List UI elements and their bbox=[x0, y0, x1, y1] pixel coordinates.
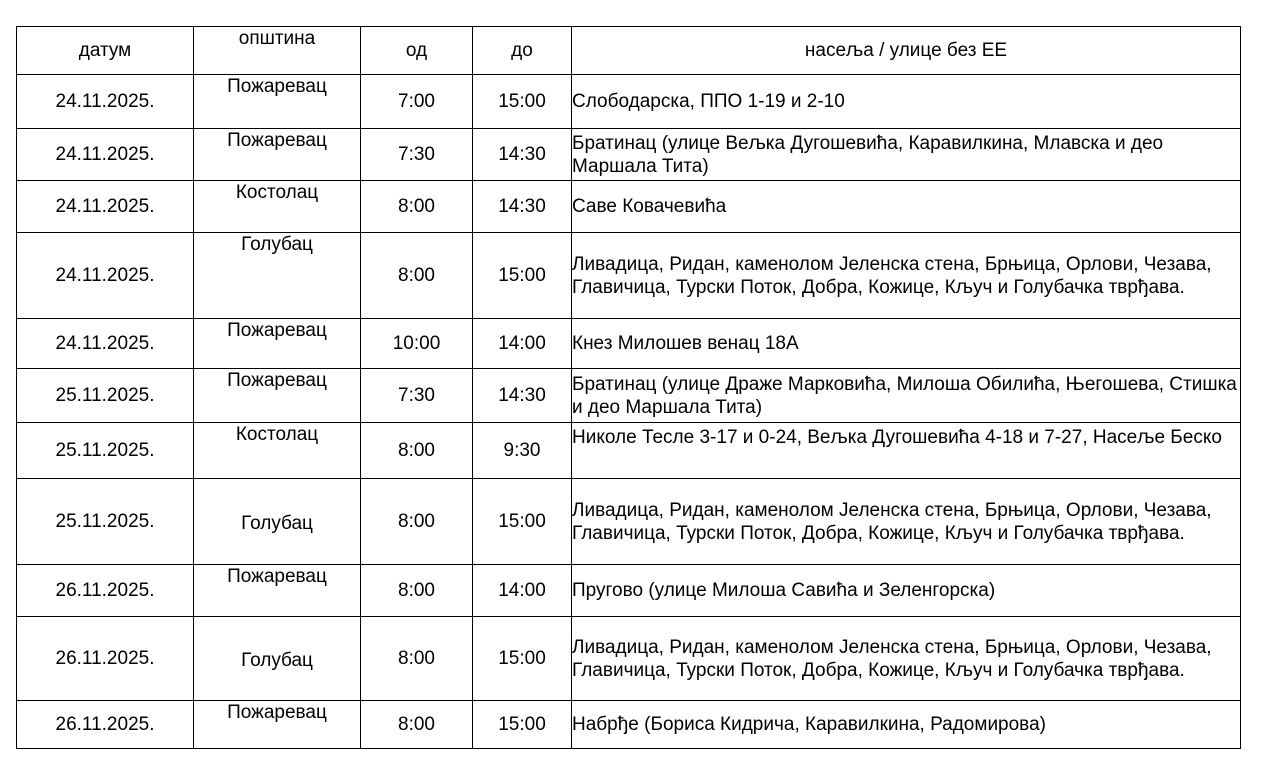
cell-date: 24.11.2025. bbox=[17, 75, 194, 129]
cell-from: 8:00 bbox=[361, 617, 473, 701]
cell-municipality: Пожаревац bbox=[194, 565, 361, 617]
cell-date: 24.11.2025. bbox=[17, 319, 194, 369]
cell-area: Ливадица, Ридан, каменолом Јеленска стена, Брњица, Орлови, Чезава, Главичица, Турски Поток, Добра, Кожице, Кључ и Голубачка тврђава. bbox=[572, 479, 1241, 565]
cell-date: 25.11.2025. bbox=[17, 423, 194, 479]
cell-area: Ливадица, Ридан, каменолом Јеленска стена, Брњица, Орлови, Чезава, Главичица, Турски Поток, Добра, Кожице, Кључ и Голубачка тврђава. bbox=[572, 233, 1241, 319]
column-header-date: датум bbox=[17, 27, 194, 75]
table-row bbox=[17, 565, 1241, 617]
column-header-from: од bbox=[361, 27, 473, 75]
table-row bbox=[17, 617, 1241, 701]
cell-municipality: Голубац bbox=[194, 617, 361, 701]
table-row bbox=[17, 75, 1241, 129]
cell-date: 24.11.2025. bbox=[17, 233, 194, 319]
cell-municipality: Пожаревац bbox=[194, 369, 361, 423]
cell-to: 15:00 bbox=[473, 233, 572, 319]
cell-from: 8:00 bbox=[361, 479, 473, 565]
cell-to: 14:00 bbox=[473, 319, 572, 369]
cell-area: Братинац (улице Вељка Дугошевића, Каравилкина, Млавска и део Маршала Тита) bbox=[572, 129, 1241, 181]
cell-from: 7:00 bbox=[361, 75, 473, 129]
cell-area: Ливадица, Ридан, каменолом Јеленска стена, Брњица, Орлови, Чезава, Главичица, Турски Поток, Добра, Кожице, Кључ и Голубачка тврђава. bbox=[572, 617, 1241, 701]
table-row bbox=[17, 423, 1241, 479]
cell-municipality: Костолац bbox=[194, 423, 361, 479]
table-row bbox=[17, 181, 1241, 233]
table-row bbox=[17, 479, 1241, 565]
table-row bbox=[17, 701, 1241, 749]
cell-date: 26.11.2025. bbox=[17, 617, 194, 701]
cell-area: Николе Тесле 3-17 и 0-24, Вељка Дугошевића 4-18 и 7-27, Насеље Беско bbox=[572, 423, 1241, 479]
outage-schedule-table bbox=[16, 26, 1241, 749]
cell-from: 8:00 bbox=[361, 701, 473, 749]
cell-area: Набрђе (Бориса Кидрича, Каравилкина, Радомирова) bbox=[572, 701, 1241, 749]
cell-date: 26.11.2025. bbox=[17, 701, 194, 749]
cell-municipality: Голубац bbox=[194, 233, 361, 319]
table-row bbox=[17, 319, 1241, 369]
cell-from: 8:00 bbox=[361, 181, 473, 233]
cell-from: 7:30 bbox=[361, 129, 473, 181]
cell-area: Братинац (улице Драже Марковића, Милоша Обилића, Његошева, Стишка и део Маршала Тита) bbox=[572, 369, 1241, 423]
cell-date: 24.11.2025. bbox=[17, 181, 194, 233]
cell-area: Пругово (улице Милоша Савића и Зеленгорска) bbox=[572, 565, 1241, 617]
cell-to: 15:00 bbox=[473, 479, 572, 565]
cell-date: 25.11.2025. bbox=[17, 369, 194, 423]
cell-from: 10:00 bbox=[361, 319, 473, 369]
cell-to: 15:00 bbox=[473, 701, 572, 749]
cell-municipality: Пожаревац bbox=[194, 701, 361, 749]
header-row bbox=[17, 27, 1241, 75]
table-row bbox=[17, 369, 1241, 423]
cell-to: 14:00 bbox=[473, 565, 572, 617]
cell-from: 8:00 bbox=[361, 565, 473, 617]
cell-to: 9:30 bbox=[473, 423, 572, 479]
column-header-municipality: општина bbox=[194, 27, 361, 75]
cell-to: 14:30 bbox=[473, 369, 572, 423]
cell-municipality: Пожаревац bbox=[194, 319, 361, 369]
cell-municipality: Костолац bbox=[194, 181, 361, 233]
cell-area: Кнез Милошев венац 18А bbox=[572, 319, 1241, 369]
cell-date: 24.11.2025. bbox=[17, 129, 194, 181]
cell-to: 14:30 bbox=[473, 181, 572, 233]
cell-municipality: Пожаревац bbox=[194, 75, 361, 129]
cell-from: 7:30 bbox=[361, 369, 473, 423]
cell-from: 8:00 bbox=[361, 423, 473, 479]
table-row bbox=[17, 129, 1241, 181]
table-row bbox=[17, 233, 1241, 319]
cell-area: Саве Ковачевића bbox=[572, 181, 1241, 233]
cell-to: 14:30 bbox=[473, 129, 572, 181]
cell-to: 15:00 bbox=[473, 617, 572, 701]
cell-municipality: Пожаревац bbox=[194, 129, 361, 181]
column-header-to: до bbox=[473, 27, 572, 75]
cell-from: 8:00 bbox=[361, 233, 473, 319]
cell-area: Слободарска, ППО 1-19 и 2-10 bbox=[572, 75, 1241, 129]
column-header-area: насеља / улице без ЕЕ bbox=[572, 27, 1241, 75]
cell-date: 25.11.2025. bbox=[17, 479, 194, 565]
cell-date: 26.11.2025. bbox=[17, 565, 194, 617]
cell-to: 15:00 bbox=[473, 75, 572, 129]
cell-municipality: Голубац bbox=[194, 479, 361, 565]
